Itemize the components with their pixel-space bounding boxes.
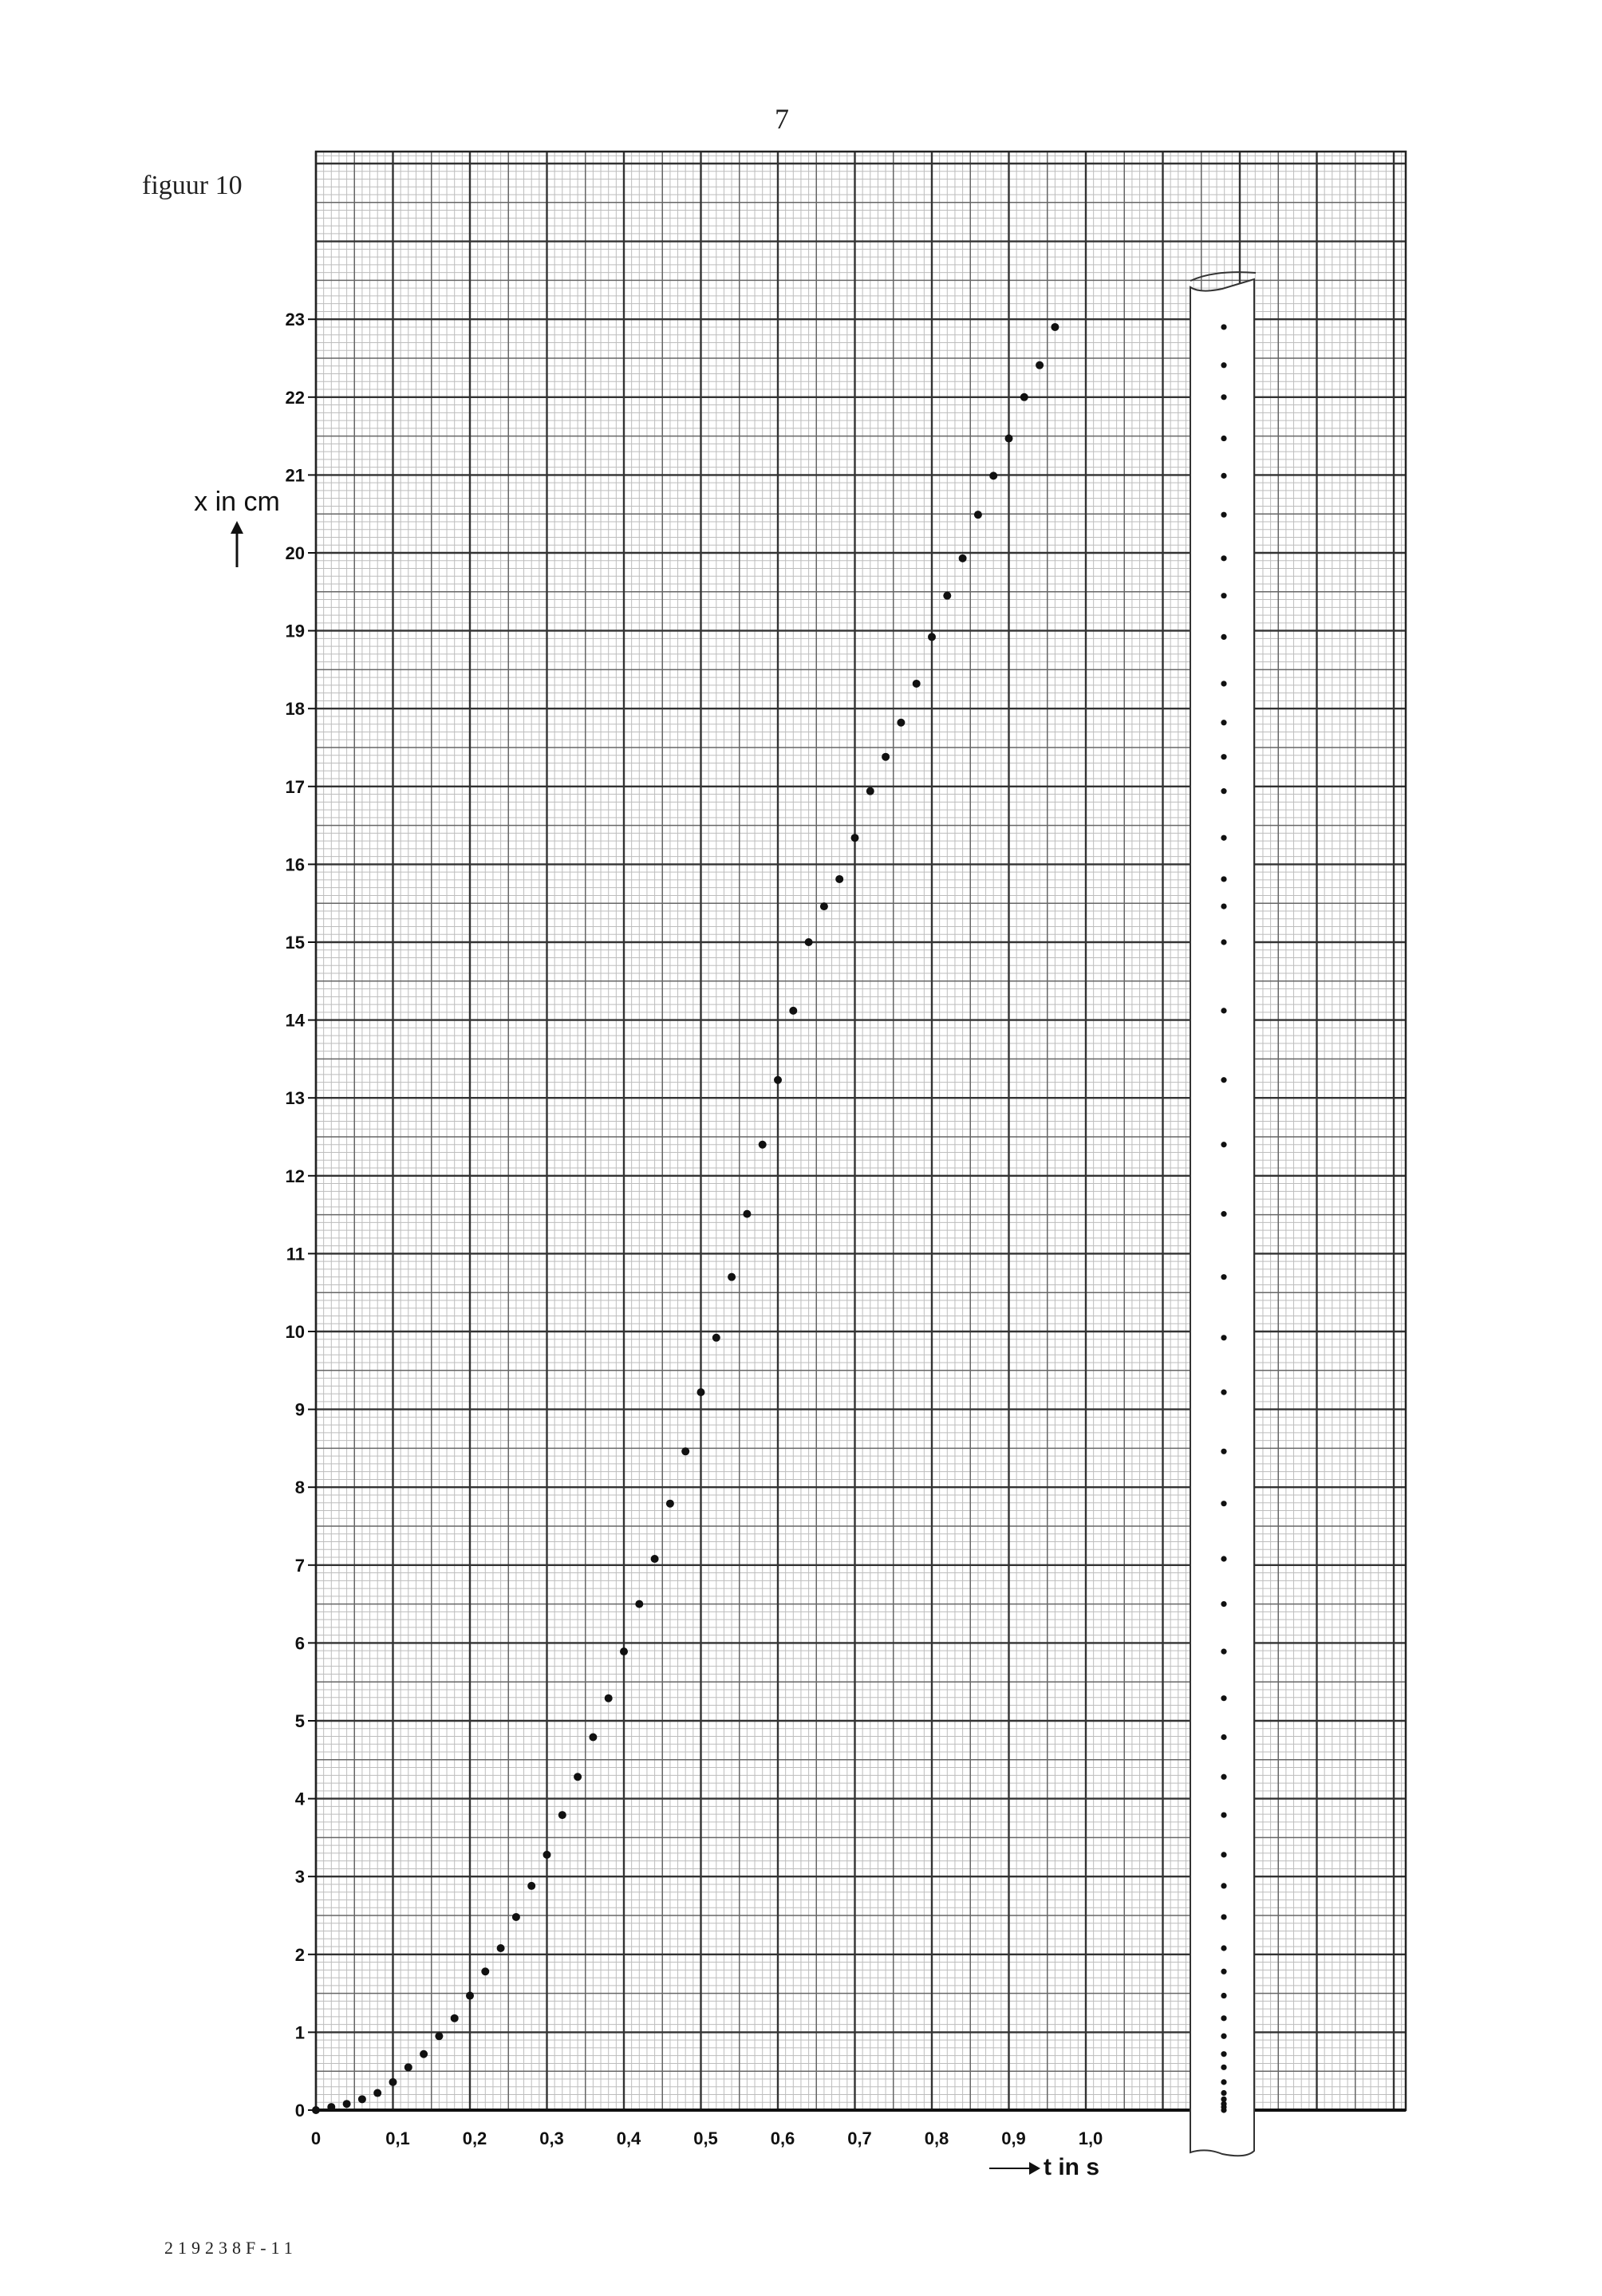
data-point (420, 2050, 428, 2058)
data-point (989, 471, 997, 479)
y-tick-label: 0 (294, 2101, 305, 2120)
data-point (1020, 393, 1028, 401)
y-tick-label: 3 (294, 1867, 305, 1888)
data-point (358, 2095, 366, 2103)
data-point (774, 1076, 782, 1084)
y-tick-label: 16 (285, 854, 305, 875)
tape-dot (1221, 1969, 1226, 1974)
y-tick-label: 20 (285, 543, 305, 563)
y-tick-label: 15 (285, 933, 305, 953)
tape-dot (1221, 1649, 1226, 1655)
y-tick-label: 14 (285, 1010, 305, 1031)
y-tick-label: 19 (285, 621, 305, 641)
y-axis-label: x in cm (194, 487, 280, 517)
tape-dot (1221, 876, 1226, 882)
tape-dot (1221, 1449, 1226, 1454)
tape-dot (1221, 436, 1226, 441)
y-tick-labels (286, 310, 316, 2120)
tape-strip (1190, 272, 1256, 2156)
data-point (635, 1600, 643, 1608)
tape-dot (1221, 593, 1226, 598)
data-point (497, 1944, 505, 1952)
tape-dot (1221, 1501, 1226, 1506)
data-point (312, 2106, 320, 2114)
tape-dot (1221, 1601, 1226, 1607)
tape-dot (1221, 634, 1226, 640)
data-point (1005, 435, 1013, 443)
data-point (589, 1733, 597, 1741)
tape-dot (1221, 1008, 1226, 1013)
y-tick-label: 6 (294, 1633, 305, 1654)
x-tick-label: 0 (310, 2128, 322, 2148)
y-tick-label: 9 (294, 1399, 305, 1420)
tape-dot (1221, 2034, 1226, 2039)
data-point (1051, 323, 1059, 331)
tape-dot (1221, 1993, 1226, 1998)
tape-strip-outline (1190, 279, 1254, 2156)
x-tick-label: 0,4 (616, 2128, 641, 2148)
data-point (620, 1647, 628, 1655)
data-point (789, 1007, 797, 1015)
tape-dot (1221, 394, 1226, 400)
tape-dot (1221, 2015, 1226, 2021)
tape-dot (1221, 1695, 1226, 1701)
x-tick-label: 0,9 (1001, 2128, 1026, 2148)
x-tick-label: 0,6 (770, 2128, 795, 2148)
y-tick-label: 18 (285, 699, 305, 720)
data-point (728, 1273, 736, 1281)
tape-dot (1221, 2090, 1226, 2096)
y-tick-label: 17 (285, 776, 305, 797)
y-tick-label: 10 (285, 1322, 305, 1342)
tape-dot (1221, 1774, 1226, 1780)
x-axis-label: t in s (1044, 2154, 1100, 2180)
data-point (651, 1555, 659, 1563)
data-point (451, 2014, 459, 2022)
data-point (574, 1773, 582, 1781)
data-point (605, 1694, 613, 1702)
tape-dot (1221, 1335, 1226, 1340)
data-point (897, 719, 905, 727)
x-tick-label: 1,0 (1078, 2128, 1103, 2148)
tape-dot (1221, 1142, 1226, 1147)
y-tick-label: 23 (285, 310, 305, 330)
figure-label: figuur 10 (142, 171, 243, 200)
x-axis-label-group (989, 2154, 1099, 2181)
tape-dot (1221, 1556, 1226, 1561)
y-tick-label: 13 (285, 1088, 305, 1109)
tape-dot (1221, 1852, 1226, 1857)
tape-dot (1221, 2097, 1226, 2102)
tape-dot (1221, 1812, 1226, 1817)
tape-strip-torn-edge (1190, 272, 1256, 281)
x-tick-label: 0,2 (462, 2128, 487, 2148)
data-point (327, 2103, 335, 2111)
document-code: 219238F-11 (164, 2238, 298, 2258)
tape-dot (1221, 2065, 1226, 2070)
tape-dot (1221, 1945, 1226, 1951)
tape-dot (1221, 324, 1226, 329)
data-point (866, 787, 874, 795)
y-tick-label: 12 (285, 1166, 305, 1186)
tape-dot (1221, 2079, 1226, 2085)
data-point (712, 1334, 720, 1342)
tape-dot (1221, 939, 1226, 945)
data-point (759, 1141, 767, 1149)
tape-dot (1221, 1883, 1226, 1888)
tape-dot (1221, 788, 1226, 794)
y-tick-label: 21 (285, 465, 305, 486)
tape-dot (1221, 362, 1226, 368)
y-tick-label: 2 (294, 1944, 305, 1965)
data-point (805, 938, 813, 946)
tape-dot (1221, 2051, 1226, 2057)
data-point (527, 1882, 535, 1890)
data-point (681, 1447, 689, 1455)
data-point (882, 753, 890, 761)
x-tick-label: 0,1 (385, 2128, 410, 2148)
y-tick-label: 7 (294, 1555, 305, 1576)
data-point (697, 1388, 705, 1396)
data-point (835, 875, 843, 883)
tape-dot (1221, 1734, 1226, 1740)
tape-dot (1221, 904, 1226, 909)
page-number: 7 (775, 103, 789, 135)
tape-dot (1221, 754, 1226, 759)
tape-dot (1221, 1914, 1226, 1919)
x-tick-label: 0,5 (693, 2128, 718, 2148)
tape-dot (1221, 720, 1226, 725)
tape-dot (1221, 1211, 1226, 1217)
tape-dot (1221, 1077, 1226, 1083)
data-point (959, 554, 967, 562)
right-arrow-icon (989, 2168, 1037, 2169)
data-point (389, 2078, 397, 2086)
data-point (666, 1500, 674, 1508)
data-point (373, 2089, 381, 2097)
data-point (543, 1851, 551, 1859)
tape-dot (1221, 512, 1226, 518)
data-point (928, 633, 936, 641)
data-point (466, 1992, 474, 2000)
y-tick-label: 8 (294, 1477, 305, 1498)
x-tick-label: 0,3 (539, 2128, 564, 2148)
x-tick-label: 0,8 (924, 2128, 949, 2148)
y-tick-label: 1 (294, 2022, 305, 2043)
x-tick-label: 0,7 (847, 2128, 872, 2148)
data-point (1036, 361, 1044, 369)
data-point (558, 1811, 566, 1819)
y-tick-label: 22 (285, 387, 305, 408)
data-point (743, 1210, 751, 1218)
tape-dot (1221, 473, 1226, 479)
y-tick-label: 5 (294, 1711, 305, 1731)
data-point (481, 1967, 489, 1975)
data-point (404, 2063, 412, 2071)
tape-dot (1221, 681, 1226, 686)
tape-dot (1221, 1274, 1226, 1280)
data-point (851, 834, 859, 842)
data-point (512, 1913, 520, 1921)
tape-dot (1221, 1390, 1226, 1395)
data-point (343, 2100, 351, 2108)
data-point (974, 511, 982, 519)
tape-dot (1221, 555, 1226, 561)
y-tick-label: 4 (294, 1789, 305, 1809)
data-point (820, 902, 828, 910)
data-point (943, 592, 951, 600)
tape-dot (1221, 835, 1226, 841)
data-point (913, 680, 921, 688)
data-point (435, 2032, 443, 2040)
y-tick-label: 11 (286, 1244, 305, 1264)
x-tick-labels (311, 2128, 1103, 2148)
